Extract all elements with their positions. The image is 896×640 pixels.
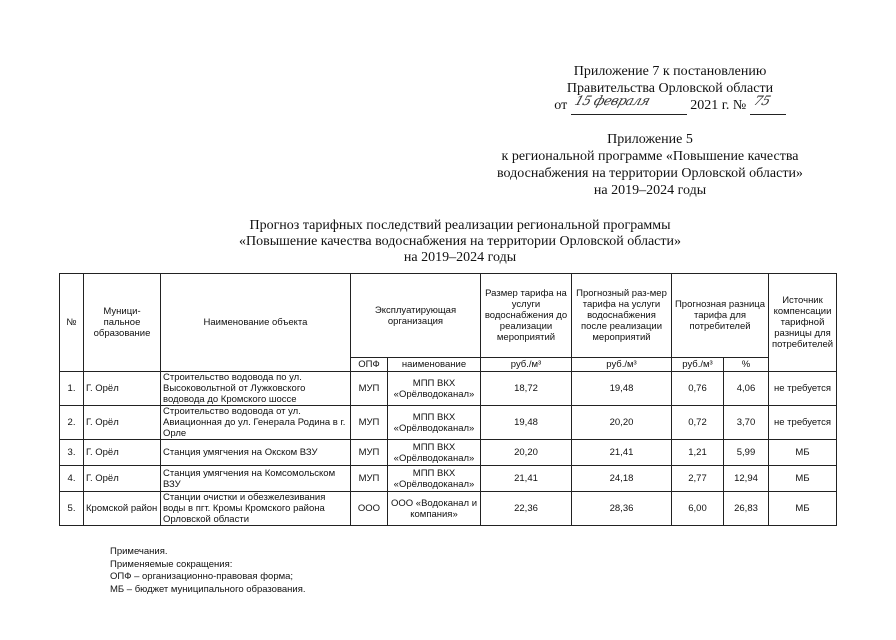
cell-org: МПП ВКХ «Орёлводоканал» bbox=[388, 440, 481, 466]
cell-org: ООО «Водоканал и компания» bbox=[388, 492, 481, 526]
cell-object: Станции очистки и обезжелезивания воды в пгт. Кромы Кромского района Орловской области bbox=[161, 492, 351, 526]
header-number: № bbox=[60, 274, 84, 372]
cell-num: 1. bbox=[60, 372, 84, 406]
number-field bbox=[750, 94, 786, 115]
appendix-7-line1: Приложение 7 к постановлению bbox=[573, 64, 767, 79]
cell-before: 18,72 bbox=[481, 372, 572, 406]
appendix-7-line2: Правительства Орловской области bbox=[566, 81, 774, 96]
cell-org: МПП ВКХ «Орёлводоканал» bbox=[388, 406, 481, 440]
cell-after: 28,36 bbox=[572, 492, 672, 526]
subheader-name: наименование bbox=[388, 358, 481, 372]
table-header-row bbox=[60, 274, 837, 358]
cell-diff: 6,00 bbox=[672, 492, 724, 526]
subheader-percent: % bbox=[724, 358, 769, 372]
header-source: Источник компенсации тарифной разницы для потребителей bbox=[769, 274, 837, 372]
notes-heading: Примечания. bbox=[110, 546, 168, 557]
cell-source: МБ bbox=[769, 492, 837, 526]
tariff-forecast-table bbox=[59, 273, 837, 526]
header-tariff-before: Размер тарифа на услуги водоснабжения до реализации мероприятий bbox=[481, 274, 572, 358]
table-row bbox=[60, 372, 837, 406]
cell-after: 24,18 bbox=[572, 466, 672, 492]
cell-source: не требуется bbox=[769, 372, 837, 406]
cell-opf: МУП bbox=[351, 440, 388, 466]
cell-org: МПП ВКХ «Орёлводоканал» bbox=[388, 372, 481, 406]
subheader-unit-before: руб./м³ bbox=[481, 358, 572, 372]
cell-org: МПП ВКХ «Орёлводоканал» bbox=[388, 466, 481, 492]
cell-num: 5. bbox=[60, 492, 84, 526]
notes-section bbox=[110, 546, 306, 596]
title-line3: на 2019–2024 годы bbox=[403, 250, 517, 265]
cell-num: 3. bbox=[60, 440, 84, 466]
notes-abbr-mb: МБ – бюджет муниципального образования. bbox=[110, 583, 306, 595]
cell-source: не требуется bbox=[769, 406, 837, 440]
header-operator: Эксплуатирующая организация bbox=[351, 274, 481, 358]
cell-pct: 4,06 bbox=[724, 372, 769, 406]
title-line1: Прогноз тарифных последствий реализации региональной программы bbox=[249, 218, 671, 233]
subheader-unit-diff: руб./м³ bbox=[672, 358, 724, 372]
title-line2: «Повышение качества водоснабжения на территории Орловской области» bbox=[238, 234, 682, 249]
cell-num: 4. bbox=[60, 466, 84, 492]
cell-diff: 0,76 bbox=[672, 372, 724, 406]
cell-before: 19,48 bbox=[481, 406, 572, 440]
cell-opf: МУП bbox=[351, 466, 388, 492]
cell-diff: 0,72 bbox=[672, 406, 724, 440]
appendix-5-line1: Приложение 5 bbox=[607, 132, 693, 147]
cell-before: 21,41 bbox=[481, 466, 572, 492]
notes-abbreviations-heading: Применяемые сокращения: bbox=[110, 558, 233, 570]
cell-pct: 5,99 bbox=[724, 440, 769, 466]
cell-source: МБ bbox=[769, 466, 837, 492]
notes-abbr-opf: ОПФ – организационно-правовая форма; bbox=[110, 571, 294, 582]
cell-object: Станция умягчения на Комсомольском ВЗУ bbox=[161, 466, 351, 492]
date-year: 2021 г. № bbox=[690, 98, 747, 113]
cell-object: Станция умягчения на Окском ВЗУ bbox=[161, 440, 351, 466]
decree-date-line bbox=[520, 94, 820, 115]
cell-opf: ООО bbox=[351, 492, 388, 526]
table-row bbox=[60, 492, 837, 526]
cell-municipality: Кромской район bbox=[84, 492, 161, 526]
cell-after: 19,48 bbox=[572, 372, 672, 406]
subheader-unit-after: руб./м³ bbox=[572, 358, 672, 372]
cell-diff: 2,77 bbox=[672, 466, 724, 492]
header-tariff-after: Прогнозный раз-мер тарифа на услуги водоснабжения после реализации мероприятий bbox=[572, 274, 672, 358]
cell-diff: 1,21 bbox=[672, 440, 724, 466]
cell-municipality: Г. Орёл bbox=[84, 440, 161, 466]
cell-before: 22,36 bbox=[481, 492, 572, 526]
appendix-7-header bbox=[520, 63, 820, 115]
cell-object: Строительство водовода по ул. Высоковольтной от Лужковского водовода до Кромского шоссе bbox=[161, 372, 351, 406]
header-municipality: Муници-пальное образование bbox=[84, 274, 161, 372]
cell-pct: 12,94 bbox=[724, 466, 769, 492]
table-row bbox=[60, 440, 837, 466]
header-difference: Прогнозная разница тарифа для потребителей bbox=[672, 274, 769, 358]
appendix-5-line2: к региональной программе «Повышение качества bbox=[501, 149, 799, 164]
cell-source: МБ bbox=[769, 440, 837, 466]
document-title bbox=[160, 218, 760, 266]
cell-opf: МУП bbox=[351, 372, 388, 406]
cell-pct: 26,83 bbox=[724, 492, 769, 526]
handwritten-date: 15 февраля bbox=[572, 94, 652, 109]
appendix-5-line4: на 2019–2024 годы bbox=[593, 183, 707, 198]
cell-pct: 3,70 bbox=[724, 406, 769, 440]
cell-after: 20,20 bbox=[572, 406, 672, 440]
date-field bbox=[571, 94, 687, 115]
cell-after: 21,41 bbox=[572, 440, 672, 466]
cell-municipality: Г. Орёл bbox=[84, 406, 161, 440]
cell-municipality: Г. Орёл bbox=[84, 372, 161, 406]
subheader-opf: ОПФ bbox=[351, 358, 388, 372]
appendix-5-header bbox=[450, 131, 850, 199]
appendix-5-line3: водоснабжения на территории Орловской области» bbox=[497, 166, 803, 181]
handwritten-number: 75 bbox=[751, 94, 772, 109]
header-object: Наименование объекта bbox=[161, 274, 351, 372]
table-row bbox=[60, 466, 837, 492]
cell-num: 2. bbox=[60, 406, 84, 440]
cell-opf: МУП bbox=[351, 406, 388, 440]
cell-municipality: Г. Орёл bbox=[84, 466, 161, 492]
date-prefix: от bbox=[554, 98, 568, 113]
cell-object: Строительство водовода от ул. Авиационная до ул. Генерала Родина в г. Орле bbox=[161, 406, 351, 440]
cell-before: 20,20 bbox=[481, 440, 572, 466]
table-row bbox=[60, 406, 837, 440]
